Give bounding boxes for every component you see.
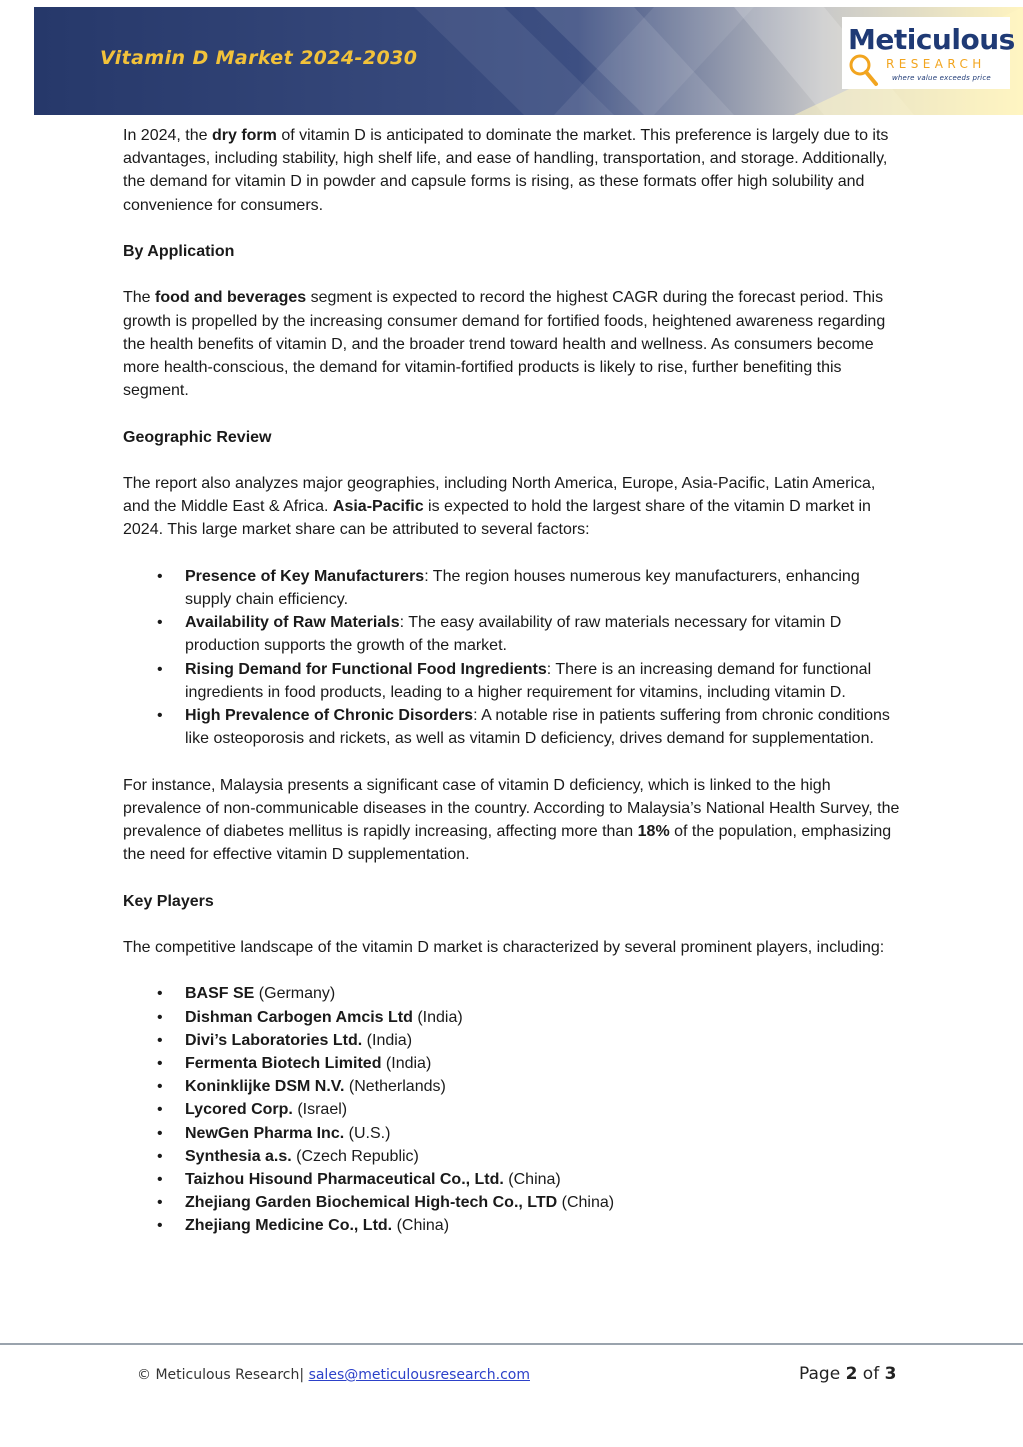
list-item: • Rising Demand for Functional Food Ingredients: There is an increasing demand for functional ingredients in food products, leading to a higher requirement for vitamins, including vitamin D.	[185, 658, 905, 704]
geography-paragraph: The report also analyzes major geographies, including North America, Europe, Asia-Pacific, Latin America, and the Middle East & Africa. Asia-Pacific is expected to hold the largest share of the vitamin D market in 2024. This large market share can be attributed to several factors:	[123, 474, 876, 539]
list-item: • Presence of Key Manufacturers: The region houses numerous key manufacturers, enhancing supply chain efficiency.	[185, 565, 905, 611]
players-intro: The competitive landscape of the vitamin D market is characterized by several prominent players, including:	[123, 938, 885, 956]
logo-subtitle: RESEARCH	[886, 57, 986, 71]
logo-tagline: where value exceeds price	[892, 74, 991, 82]
factor-list	[123, 565, 905, 751]
list-item: • Lycored Corp. (Israel)	[185, 1098, 905, 1121]
section-heading-geography: Geographic Review	[123, 428, 272, 446]
application-paragraph: The food and beverages segment is expected to record the highest CAGR during the forecast period. This growth is propelled by the increasing consumer demand for fortified foods, heightened awareness regarding the health benefits of vitamin D, and the broader trend toward health and wellness. As consumers become more health-conscious, the demand for vitamin-fortified products is likely to rise, further benefiting this segment.	[123, 289, 886, 400]
list-item: • Divi’s Laboratories Ltd. (India)	[185, 1029, 905, 1052]
list-item: • Zhejiang Medicine Co., Ltd. (China)	[185, 1214, 905, 1237]
section-heading-application: By Application	[123, 243, 235, 260]
intro-paragraph: In 2024, the dry form of vitamin D is anticipated to dominate the market. This preference is largely due to its advantages, including stability, high shelf life, and ease of handling, transportation, and storage. Additionally, the demand for vitamin D in powder and capsule forms is rising, as these formats offer high solubility and convenience for consumers.	[123, 127, 889, 214]
footer-divider	[0, 1343, 1023, 1345]
list-item: • Synthesia a.s. (Czech Republic)	[185, 1145, 905, 1168]
list-item: • Taizhou Hisound Pharmaceutical Co., Ltd. (China)	[185, 1168, 905, 1191]
section-heading-players: Key Players	[123, 892, 214, 910]
list-item: • BASF SE (Germany)	[185, 982, 905, 1005]
magnifier-icon	[846, 53, 882, 89]
header-banner	[34, 7, 1023, 115]
document-title: Vitamin D Market 2024-2030	[100, 47, 418, 69]
email-link[interactable]: sales@meticulousresearch.com	[308, 1367, 530, 1383]
list-item: • Dishman Carbogen Amcis Ltd (India)	[185, 1006, 905, 1029]
players-list	[123, 982, 905, 1237]
list-item: • Zhejiang Garden Biochemical High-tech Co., LTD (China)	[185, 1191, 905, 1214]
company-logo	[842, 17, 1015, 89]
logo-name: Meticulous	[848, 23, 1015, 56]
footer-copyright: © Meticulous Research| sales@meticulousresearch.com	[137, 1367, 530, 1383]
list-item: • Koninklijke DSM N.V. (Netherlands)	[185, 1075, 905, 1098]
list-item: • Fermenta Biotech Limited (India)	[185, 1052, 905, 1075]
page-number: Page 2 of 3	[799, 1364, 897, 1384]
list-item: • High Prevalence of Chronic Disorders: A notable rise in patients suffering from chronic conditions like osteoporosis and rickets, as well as vitamin D deficiency, drives demand for supplementation.	[185, 704, 905, 750]
list-item: • Availability of Raw Materials: The easy availability of raw materials necessary for vitamin D production supports the growth of the market.	[185, 611, 905, 657]
list-item: • NewGen Pharma Inc. (U.S.)	[185, 1122, 905, 1145]
instance-paragraph: For instance, Malaysia presents a significant case of vitamin D deficiency, which is linked to the high prevalence of non-communicable diseases in the country. According to Malaysia’s National Health Survey, the prevalence of diabetes mellitus is rapidly increasing, affecting more than 18% of the population, emphasizing the need for effective vitamin D supplementation.	[123, 776, 900, 864]
document-body	[123, 124, 905, 1261]
